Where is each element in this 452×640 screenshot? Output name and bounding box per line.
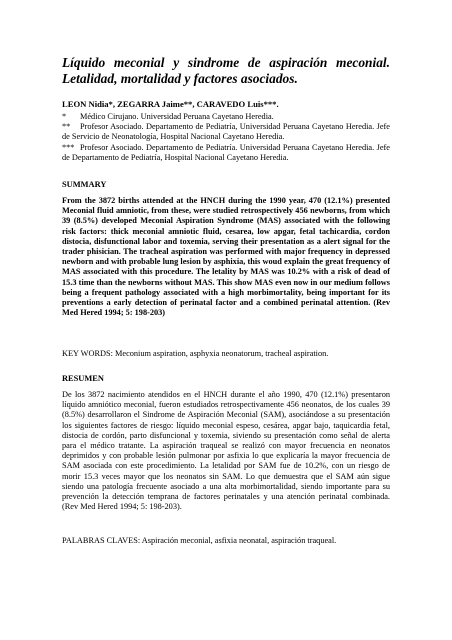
article-title: Líquido meconial y sindrome de aspiración meconial. Letalidad, mortalidad y factores asociados.	[62, 55, 390, 86]
resumen-body: De los 3872 nacimiento atendidos en el HNCH durante el año 1990, 470 (12.1%) presentaron líquido amniótico meconial, fueron estudiados retrospectivamente 456 neonatos, de los cuales 39 (8.5%) desarrollaron el Sindrome de Aspiración Meconial (SAM), asociándose a su presentación los siguientes factores de riesgo: líquido meconial espeso, cesárea, apgar bajo, taquicardia fetal, distocia de cordón, parto disfuncional y toxemia, siviendo su presentación como señal de alerta para el médico tratante. La aspiración traqueal se realizó con mayor frecuencia en neonatos deprimidos y con probable lesión pulmonar por asfixia lo que explicaría la mayor frecuencia de SAM asociada con este procedimiento. La letalidad por SAM fue de 10.2%, con un riesgo de morir 15.3 veces mayor que los neonatos sin SAM. Lo que demuestra que el SAM aún sigue siendo una patología frecuente asociado a una alta morbimortalidad, siendo importante para su prevención la detección temprana de factores perinatales y una atención perinatal combinada. (Rev Med Hered 1994; 5: 198-203).	[62, 390, 390, 512]
affiliation-text: Profesor Asociado. Departamento de Pediatría, Universidad Peruana Cayetano Heredia. Jefe de Servicio de Neonatología, Hospital Nacional Cayetano Heredia.	[62, 122, 390, 142]
affiliation-mark: **	[62, 122, 71, 132]
summary-heading: SUMMARY	[62, 180, 107, 189]
resumen-heading: RESUMEN	[62, 374, 104, 383]
affiliation-mark: *	[62, 112, 67, 121]
affiliation-2	[62, 122, 390, 142]
affiliations	[62, 112, 390, 163]
palabras-claves: PALABRAS CLAVES: Aspiración meconial, asfixia neonatal, aspiración traqueal.	[62, 536, 337, 545]
affiliation-3	[62, 143, 390, 163]
keywords: KEY WORDS: Meconium aspiration, asphyxia neonatorum, tracheal aspiration.	[62, 349, 329, 358]
affiliation-text: Profesor Asociado. Departamento de Pediatría. Universidad Peruana Cayetano Heredia. Jefe de Departamento de Pediatría, Hospital Nacional Cayetano Heredia.	[62, 142, 390, 162]
affiliation-text: Médico Cirujano. Universidad Peruana Cayetano Heredia.	[80, 112, 274, 121]
affiliation-1	[62, 112, 390, 122]
summary-body: From the 3872 births attended at the HNCH during the 1990 year, 470 (12.1%) presented Meconial fluid amniotic, from these, were studied retrospectively 456 newborns, from which 39 (8.5%) developed Meconial Aspiration Syndrome (MAS) associated with the following risk factors: thick meconial amniotic fluid, cesarea, low apgar, fetal tachicardia, cordon distocia, disfunctional labor and toxemia, serving their presentation as a alert signal for the trader phisician. The tracheal aspiration was performed with major frequency in depressed newborn and with probable lung lesion by asphixia, this woud explain the great frequency of MAS associated with this procedure. The letality by MAS was 10.2% with a risk of dead of 15.3 time than the newborns without MAS. This show MAS even now in our medium follows being a frequent pathology associated with a high morbimortality, being important for its preventions a early detection of perinatal factor and a combined perinatal attention. (Rev Med Hered 1994; 5: 198-203)	[62, 196, 390, 318]
author-list: LEON Nidia*, ZEGARRA Jaime**, CARAVEDO Luis***.	[62, 99, 279, 109]
affiliation-mark: ***	[62, 142, 75, 152]
